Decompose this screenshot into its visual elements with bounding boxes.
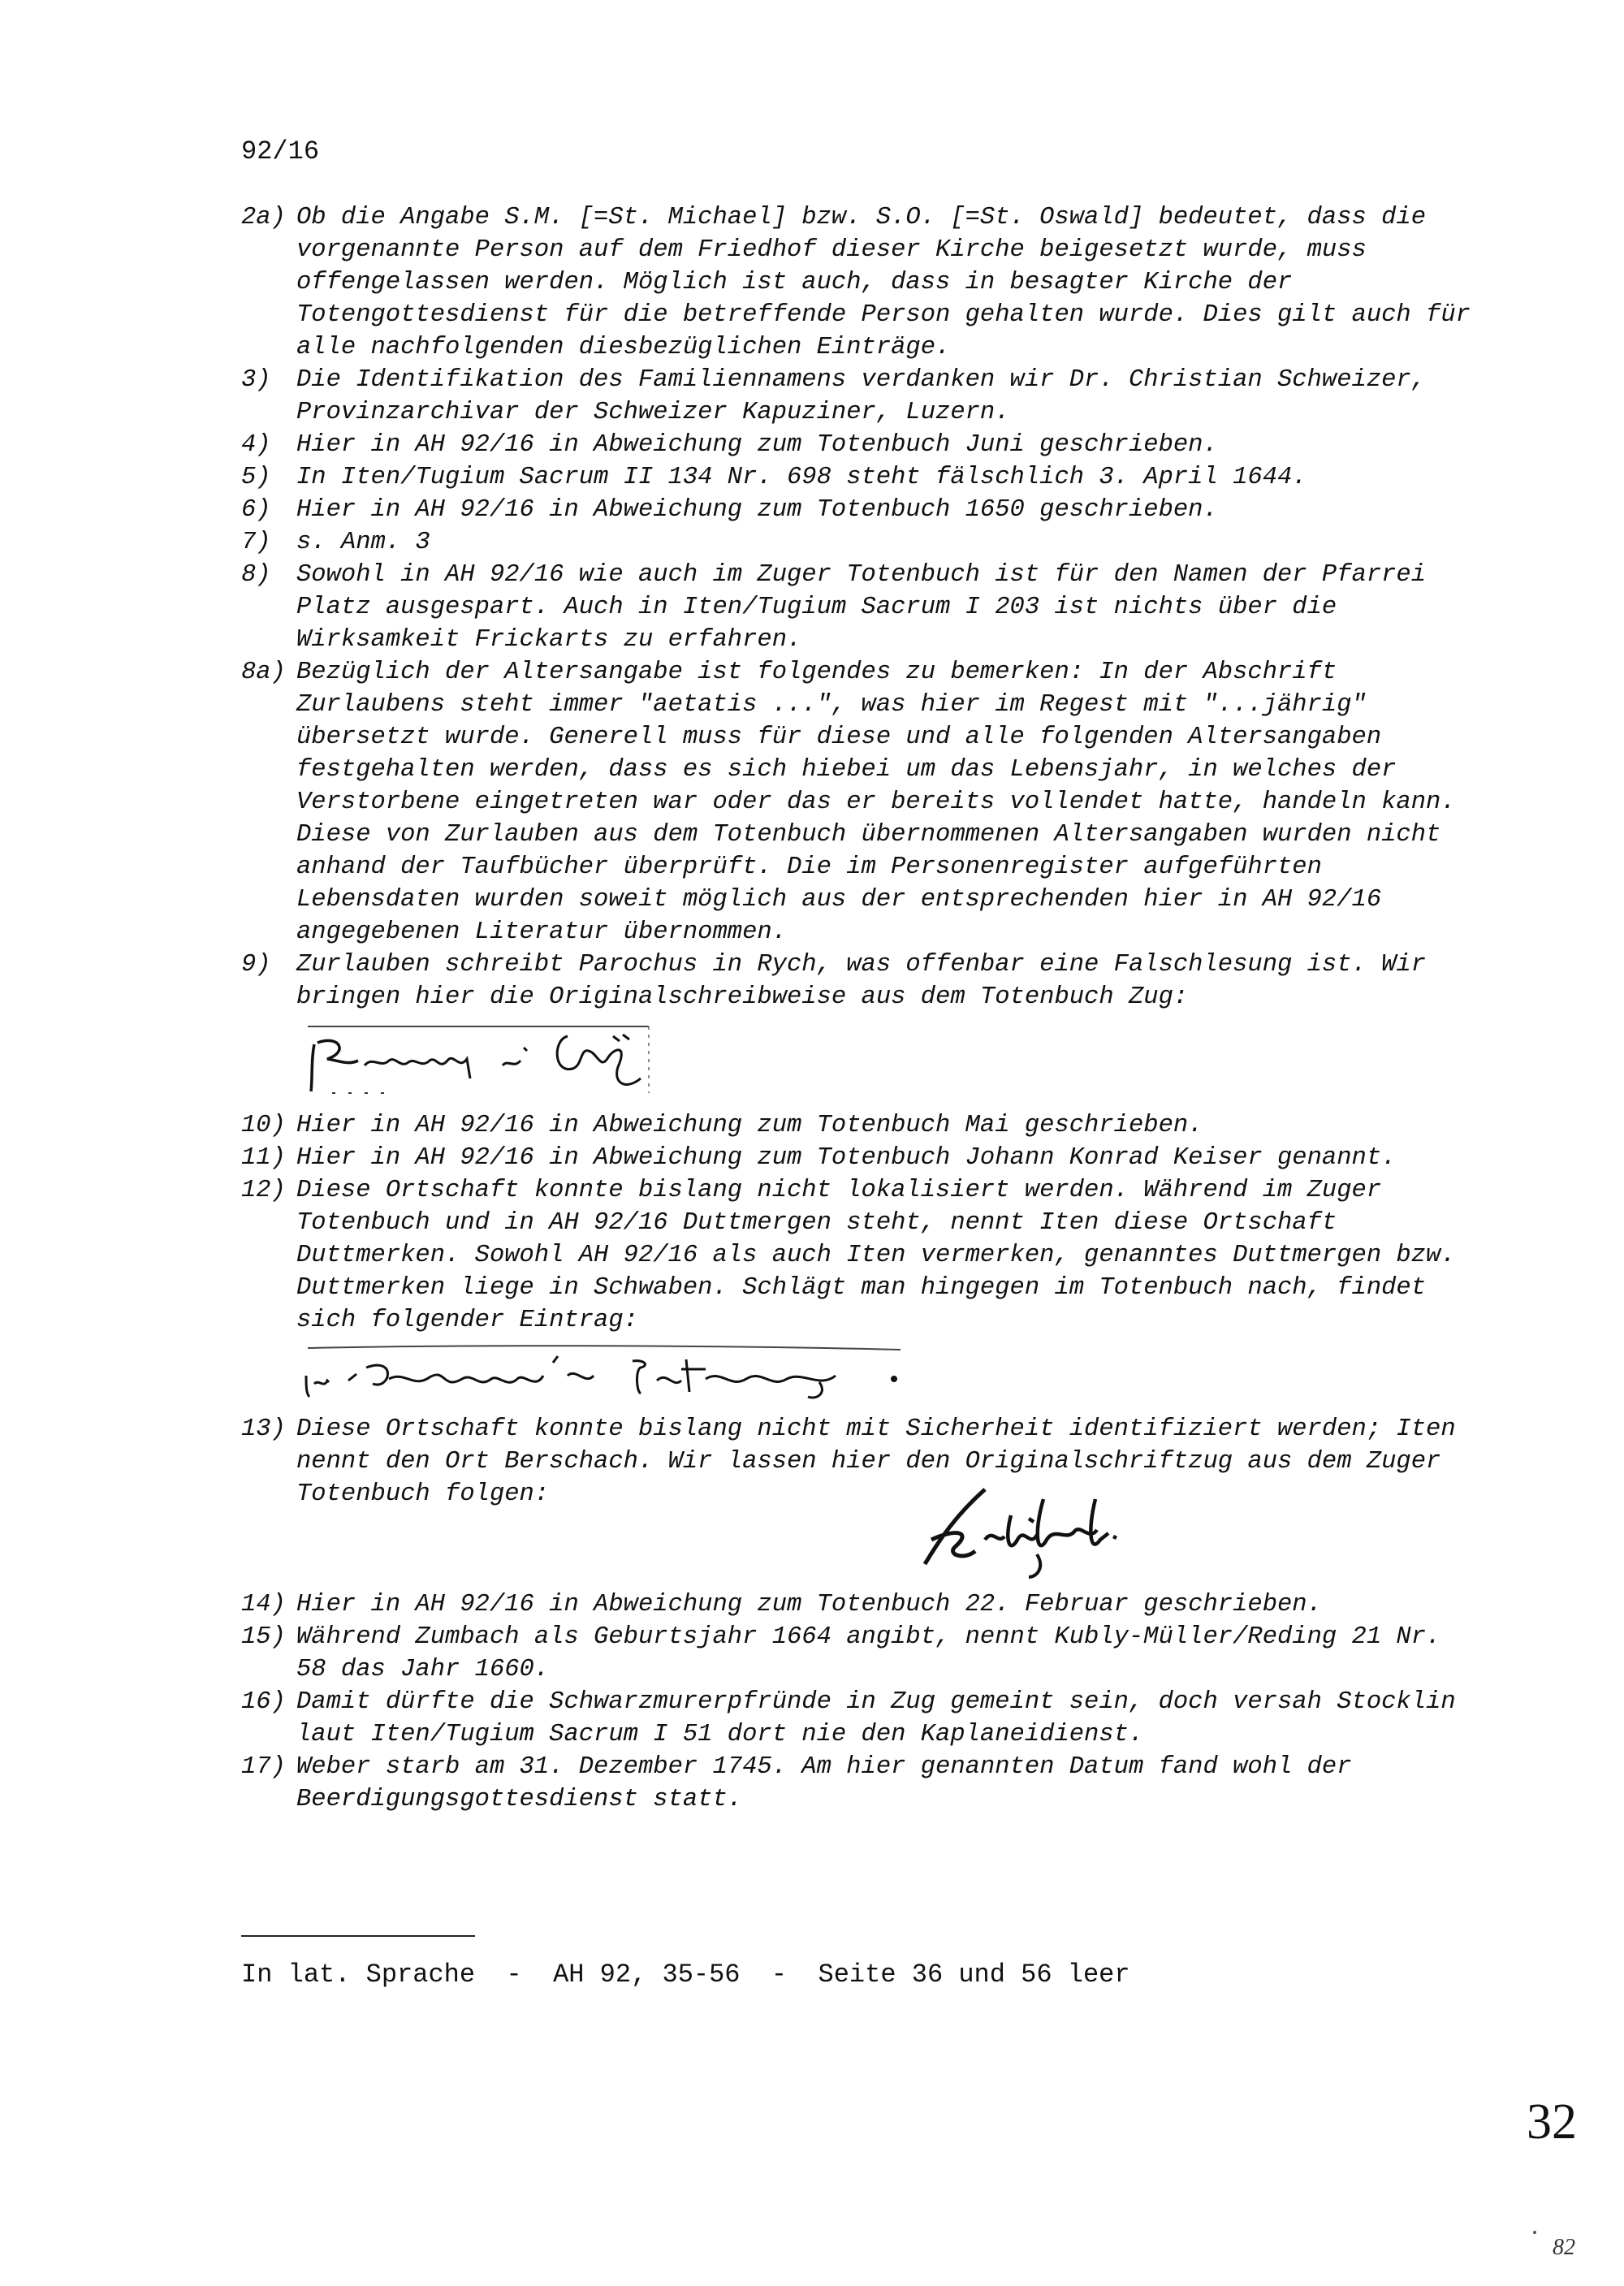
footnote-number: 16) (241, 1688, 286, 1716)
footnote (241, 526, 1484, 559)
footnote (241, 364, 1484, 429)
footer-divider (241, 1935, 475, 1937)
footnote (241, 1751, 1484, 1816)
footer-note: In lat. Sprache - AH 92, 35-56 - Seite 36 und 56 leer (241, 1960, 1130, 1990)
footnote-text: Bezüglich der Altersangabe ist folgendes zu bemerken: In der Abschrift Zurlaubens steht immer "aetatis ...", was hier im Regest mit "...jährig" übersetzt wurde. Generell muss für diese und alle folgenden Altersangaben festgehalten werden, dass es sich hiebei um das Lebensjahr, in welches der Verstorbene eingetreten war oder das er bereits vollendet hatte, handeln kann. Diese von Zurlauben aus dem Totenbuch übernommenen Altersangaben wurden nicht anhand der Taufbücher überprüft. Die im Personenregister aufgeführten Lebensdaten wurden soweit möglich aus der entsprechenden hier in AH 92/16 angegebenen Literatur übernommen. (296, 659, 1456, 946)
footnote-text: In Iten/Tugium Sacrum II 134 Nr. 698 steht fälschlich 3. April 1644. (296, 464, 1307, 491)
footnote-number: 4) (241, 431, 271, 459)
footnote-number: 15) (241, 1623, 286, 1651)
footnote-text: Diese Ortschaft konnte bislang nicht lokalisiert werden. Während im Zuger Totenbuch und in AH 92/16 Duttmergen steht, nennt Iten diese Ortschaft Duttmerken. Sowohl AH 92/16 als auch Iten vermerken, genanntes Duttmergen bzw. Duttmerken liege in Schwaben. Schlägt man hingegen im Totenbuch nach, findet sich folgender Eintrag: (296, 1177, 1456, 1334)
page-number: 32 (1527, 2094, 1577, 2150)
document-reference: 92/16 (241, 136, 320, 166)
footnote-number: 6) (241, 496, 271, 524)
footnote-text: Die Identifikation des Familiennamens verdanken wir Dr. Christian Schweizer, Provinzarchivar der Schweizer Kapuziner, Luzern. (296, 366, 1427, 426)
footnote (241, 1621, 1484, 1686)
footnote-text: Zurlauben schreibt Parochus in Rych, was offenbar eine Falschlesung ist. Wir bringen hier die Originalschreibweise aus dem Totenbuch Zug: (296, 951, 1427, 1011)
footnote-text: Hier in AH 92/16 in Abweichung zum Totenbuch 1650 geschrieben. (296, 496, 1218, 524)
footnote-text: Hier in AH 92/16 in Abweichung zum Totenbuch Juni geschrieben. (296, 431, 1218, 459)
footnote-number: 14) (241, 1591, 286, 1618)
secondary-page-number: 82 (1553, 2235, 1575, 2260)
footnote-text: Während Zumbach als Geburtsjahr 1664 angibt, nennt Kubly-Müller/Reding 21 Nr. 58 das Jahr 1660. (296, 1623, 1441, 1683)
footnote (241, 949, 1484, 1013)
footnote-number: 12) (241, 1177, 286, 1204)
footnote (241, 461, 1484, 494)
footnote (241, 201, 1484, 364)
handwriting-scan-duttmergen-entry (300, 1343, 901, 1400)
footnote-number: 2a) (241, 204, 286, 231)
footnote-text: Damit dürfte die Schwarzmurerpfründe in Zug gemeint sein, doch versah Stocklin laut Iten/Tugium Sacrum I 51 dort nie den Kaplaneidienst. (296, 1688, 1456, 1748)
footnote-number: 8a) (241, 659, 286, 686)
footnote-text: Weber starb am 31. Dezember 1745. Am hier genannten Datum fand wohl der Beerdigungsgottesdienst statt. (296, 1753, 1352, 1813)
footnote-text: s. Anm. 3 (296, 529, 430, 556)
footnote-number: 10) (241, 1112, 286, 1139)
footnote-text: Hier in AH 92/16 in Abweichung zum Totenbuch Johann Konrad Keiser genannt. (296, 1144, 1397, 1172)
footnote-number: 5) (241, 464, 271, 491)
footnote-text: Hier in AH 92/16 in Abweichung zum Totenbuch Mai geschrieben. (296, 1112, 1203, 1139)
footnote-number: 3) (241, 366, 271, 394)
footnote (241, 656, 1484, 949)
footnote (241, 559, 1484, 656)
footnote (241, 1413, 1484, 1510)
footnote (241, 1686, 1484, 1751)
footnote-number: 7) (241, 529, 271, 556)
footnote-text: Diese Ortschaft konnte bislang nicht mit Sicherheit identifiziert werden; Iten nennt den Ort Berschach. Wir lassen hier den Originalschriftzug aus dem Zuger Totenbuch folgen: (296, 1415, 1456, 1508)
footnotes-list (241, 201, 1484, 1816)
footnote (241, 1142, 1484, 1174)
footnote (241, 1109, 1484, 1142)
footnote (241, 494, 1484, 526)
footnote-number: 13) (241, 1415, 286, 1443)
footnote-number: 17) (241, 1753, 286, 1781)
footnote (241, 429, 1484, 461)
footnote-text: Ob die Angabe S.M. [=St. Michael] bzw. S.O. [=St. Oswald] bedeutet, dass die vorgenannte Person auf dem Friedhof dieser Kirche beigesetzt wurde, muss offengelassen werden. Möglich ist auch, dass in besagter Kirche der Totengottesdienst für die betreffende Person gehalten wurde. Dies gilt auch für alle nachfolgenden diesbezüglichen Einträge. (296, 204, 1471, 361)
footnote (241, 1588, 1484, 1621)
footnote-number: 11) (241, 1144, 286, 1172)
footnote-text: Hier in AH 92/16 in Abweichung zum Totenbuch 22. Februar geschrieben. (296, 1591, 1322, 1618)
footnote-number: 9) (241, 951, 271, 979)
footnote-text: Sowohl in AH 92/16 wie auch im Zuger Totenbuch ist für den Namen der Pfarrei Platz ausgespart. Auch in Iten/Tugium Sacrum I 203 ist nichts über die Wirksamkeit Frickarts zu erfahren. (296, 561, 1427, 654)
footnote (241, 1174, 1484, 1337)
scan-speck (1533, 2231, 1536, 2234)
handwriting-scan-parochus-in-rych (300, 1020, 673, 1098)
footnote-number: 8) (241, 561, 271, 589)
